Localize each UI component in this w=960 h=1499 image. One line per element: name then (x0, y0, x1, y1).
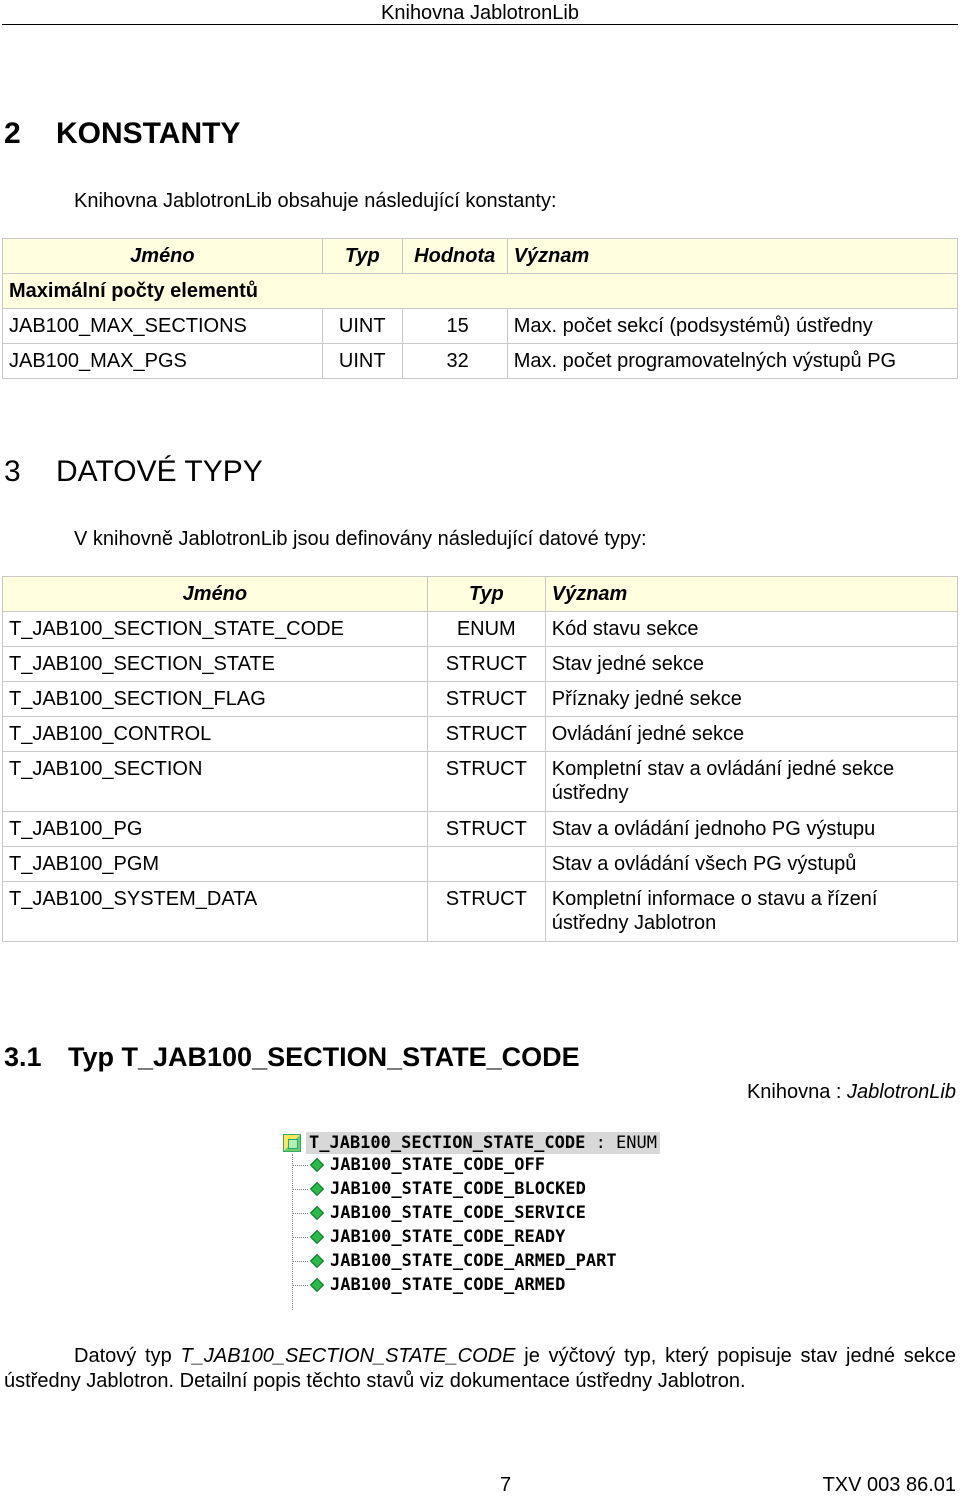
enum-root-name: T_JAB100_SECTION_STATE_CODE (309, 1133, 586, 1153)
enum-root-type: : ENUM (585, 1133, 657, 1153)
type-name: T_JAB100_PGM (3, 847, 428, 882)
section-2-heading (4, 116, 240, 152)
library-label-prefix: Knihovna : (746, 1081, 848, 1103)
section-3-intro: V knihovně JablotronLib jsou definovány následující datové typy: (74, 528, 647, 550)
type-kind: STRUCT (427, 717, 545, 752)
enum-value-icon (310, 1254, 324, 1268)
constant-name: JAB100_MAX_PGS (3, 344, 323, 379)
type-kind: STRUCT (427, 812, 545, 847)
type-kind: STRUCT (427, 682, 545, 717)
type-meaning: Kompletní stav a ovládání jedné sekce ústředny (545, 752, 957, 812)
enum-item-label: JAB100_STATE_CODE_ARMED_PART (330, 1251, 617, 1271)
type-kind: ENUM (427, 612, 545, 647)
constant-meaning: Max. počet programovatelných výstupů PG (507, 344, 957, 379)
constant-type: UINT (322, 344, 402, 379)
table-row (3, 344, 958, 379)
document-code: TXV 003 86.01 (822, 1474, 956, 1496)
page-number: 7 (500, 1474, 512, 1496)
table-row (3, 647, 958, 682)
table-row (3, 309, 958, 344)
section-3-1-number: 3.1 (4, 1042, 42, 1072)
header-cell: Typ (322, 239, 402, 274)
enum-item[interactable] (292, 1178, 586, 1200)
paragraph-type-name: T_JAB100_SECTION_STATE_CODE (180, 1345, 516, 1367)
type-meaning: Kompletní informace o stavu a řízení ústředny Jablotron (545, 882, 957, 942)
enum-value-icon (310, 1158, 324, 1172)
enum-item[interactable] (292, 1226, 565, 1248)
group-label: Maximální počty elementů (3, 274, 958, 309)
enum-item[interactable] (292, 1202, 586, 1224)
section-3-heading (4, 454, 263, 490)
enum-item-label: JAB100_STATE_CODE_ARMED (330, 1275, 566, 1295)
type-name: T_JAB100_SECTION_FLAG (3, 682, 428, 717)
type-name: T_JAB100_SYSTEM_DATA (3, 882, 428, 942)
constant-value: 32 (402, 344, 507, 379)
constant-value: 15 (402, 309, 507, 344)
constants-group-row (3, 274, 958, 309)
paragraph-text-1: Datový typ (74, 1345, 181, 1367)
enum-value-icon (310, 1278, 324, 1292)
type-meaning: Ovládání jedné sekce (545, 717, 957, 752)
type-meaning: Stav a ovládání jednoho PG výstupu (545, 812, 957, 847)
enum-item[interactable] (292, 1274, 565, 1296)
constant-type: UINT (322, 309, 402, 344)
enum-item-label: JAB100_STATE_CODE_BLOCKED (330, 1179, 586, 1199)
type-name: T_JAB100_SECTION_STATE_CODE (3, 612, 428, 647)
description-paragraph (4, 1344, 956, 1394)
section-3-title: DATOVÉ TYPY (56, 455, 263, 488)
type-meaning: Stav a ovládání všech PG výstupů (545, 847, 957, 882)
section-2-title: KONSTANTY (56, 117, 241, 150)
enum-item[interactable] (292, 1250, 617, 1272)
enum-value-icon (310, 1230, 324, 1244)
type-name: T_JAB100_SECTION (3, 752, 428, 812)
type-name: T_JAB100_SECTION_STATE (3, 647, 428, 682)
type-meaning: Kód stavu sekce (545, 612, 957, 647)
section-3-1-title: Typ T_JAB100_SECTION_STATE_CODE (68, 1042, 580, 1072)
table-row (3, 812, 958, 847)
enum-tree-root[interactable] (283, 1132, 660, 1154)
library-label (747, 1079, 956, 1105)
header-cell: Jméno (3, 577, 428, 612)
constant-name: JAB100_MAX_SECTIONS (3, 309, 323, 344)
section-2-number: 2 (4, 117, 21, 150)
header-cell: Význam (507, 239, 957, 274)
enum-item-label: JAB100_STATE_CODE_SERVICE (330, 1203, 586, 1223)
section-2-intro: Knihovna JablotronLib obsahuje následující konstanty: (74, 190, 557, 212)
type-meaning: Příznaky jedné sekce (545, 682, 957, 717)
header-cell: Typ (427, 577, 545, 612)
type-name: T_JAB100_PG (3, 812, 428, 847)
enum-value-icon (310, 1182, 324, 1196)
header-cell: Hodnota (402, 239, 507, 274)
type-kind: STRUCT (427, 647, 545, 682)
table-row (3, 882, 958, 942)
enum-tree (283, 1130, 683, 1300)
table-row (3, 682, 958, 717)
type-meaning: Stav jedné sekce (545, 647, 957, 682)
header-cell: Význam (545, 577, 957, 612)
datatypes-table-header (3, 577, 958, 612)
datatypes-table (2, 576, 958, 942)
type-kind: STRUCT (427, 752, 545, 812)
type-kind: STRUCT (427, 882, 545, 942)
enum-item[interactable] (292, 1154, 545, 1176)
constant-meaning: Max. počet sekcí (podsystémů) ústředny (507, 309, 957, 344)
constants-table (2, 238, 958, 379)
header-rule (2, 24, 958, 25)
type-name: T_JAB100_CONTROL (3, 717, 428, 752)
enum-value-icon (310, 1206, 324, 1220)
section-3-number: 3 (4, 455, 21, 488)
paragraph-text-2: je výčtový typ, který popisuje stav jedné sekce ústředny Jablotron. Detailní popis těchto stavů viz dokumentace ústředny Jablotron. (4, 1345, 957, 1392)
enum-type-icon (283, 1134, 301, 1152)
section-3-1-heading (4, 1041, 580, 1073)
enum-item-label: JAB100_STATE_CODE_READY (330, 1227, 566, 1247)
type-kind (427, 847, 545, 882)
table-row (3, 717, 958, 752)
header-cell: Jméno (3, 239, 323, 274)
running-header: Knihovna JablotronLib (381, 2, 579, 24)
library-name: JablotronLib (847, 1081, 956, 1103)
constants-table-header (3, 239, 958, 274)
table-row (3, 847, 958, 882)
table-row (3, 752, 958, 812)
table-row (3, 612, 958, 647)
enum-item-label: JAB100_STATE_CODE_OFF (330, 1155, 545, 1175)
